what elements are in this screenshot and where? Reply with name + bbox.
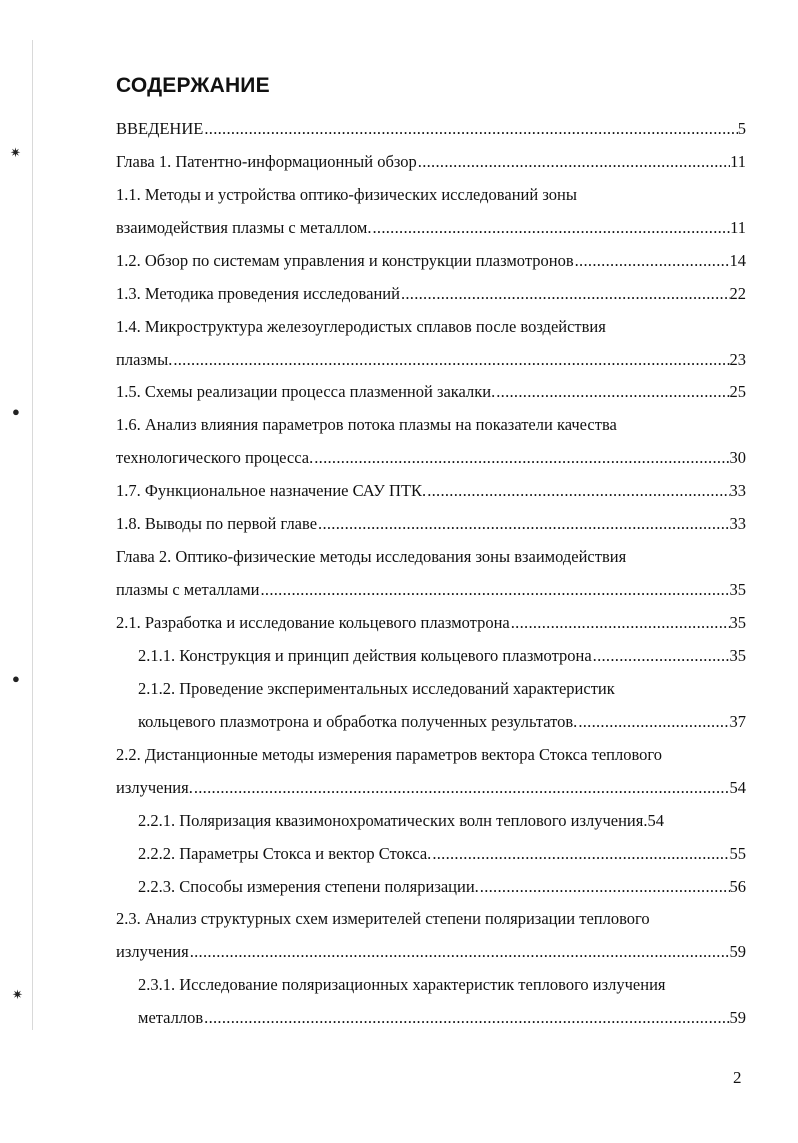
toc-entry[interactable] xyxy=(116,249,746,273)
toc-page: 37 xyxy=(729,712,746,731)
toc-page: 35 xyxy=(729,646,746,665)
toc-entry-text: излучения xyxy=(116,942,189,961)
toc-leader xyxy=(203,117,737,141)
toc-entry-text: 2.1.1. Конструкция и принцип действия кольцевого плазмотрона xyxy=(138,646,592,665)
toc-entry-text: 2.3.1. Исследование поляризационных характеристик теплового излучения xyxy=(138,975,666,994)
toc-entry[interactable] xyxy=(138,1006,746,1030)
toc-page: 54 xyxy=(729,778,746,797)
toc-entry[interactable] xyxy=(116,183,746,207)
toc-page: 35 xyxy=(729,613,746,632)
toc-entry[interactable] xyxy=(138,809,746,833)
toc-leader xyxy=(426,479,729,503)
toc-leader xyxy=(317,512,729,536)
toc-leader xyxy=(479,875,730,899)
toc-entry[interactable] xyxy=(116,907,746,931)
toc-entry-text: ВВЕДЕНИЕ xyxy=(116,119,204,138)
toc-entry-text: плазмы. xyxy=(116,350,173,369)
toc-entry[interactable] xyxy=(116,479,746,503)
toc-leader xyxy=(417,150,730,174)
toc-leader xyxy=(510,611,730,635)
toc-entry[interactable] xyxy=(138,644,746,668)
toc-entry-text: 2.2.3. Способы измерения степени поляризации. xyxy=(138,877,479,896)
toc-entry[interactable] xyxy=(138,842,746,866)
toc-entry-text: 2.2.2. Параметры Стокса и вектор Стокса. xyxy=(138,844,432,863)
toc-entry-text: 2.1. Разработка и исследование кольцевого плазмотрона xyxy=(116,613,510,632)
toc-entry[interactable] xyxy=(116,446,746,470)
toc-leader xyxy=(577,710,729,734)
toc-entry[interactable] xyxy=(116,512,746,536)
toc-entry-text: 1.1. Методы и устройства оптико-физических исследований зоны xyxy=(116,185,577,204)
toc-page: 56 xyxy=(729,877,746,896)
toc-leader xyxy=(400,282,730,306)
toc-page: 59 xyxy=(729,942,746,961)
toc-entry-text: кольцевого плазмотрона и обработка полученных результатов. xyxy=(138,712,578,731)
toc-entry[interactable] xyxy=(116,578,746,602)
toc-entry[interactable] xyxy=(116,348,746,372)
toc-page: 59 xyxy=(729,1008,746,1027)
toc-entry-text: Глава 2. Оптико-физические методы исследования зоны взаимодействия xyxy=(116,547,627,566)
toc-entry[interactable] xyxy=(116,940,746,964)
binding-hole-mark: ✷ xyxy=(12,987,23,1002)
toc-leader xyxy=(189,940,730,964)
toc-page: 54 xyxy=(647,811,664,830)
toc-entry-text: 2.1.2. Проведение экспериментальных исследований характеристик xyxy=(138,679,615,698)
toc-entry[interactable] xyxy=(116,545,746,569)
toc-entry-text: металлов xyxy=(138,1008,204,1027)
toc-page: 22 xyxy=(729,284,746,303)
toc-entry-text: 1.6. Анализ влияния параметров потока плазмы на показатели качества xyxy=(116,415,617,434)
toc-entry-text: взаимодействия плазмы с металлом. xyxy=(116,218,372,237)
toc-entry-text: 2.2. Дистанционные методы измерения параметров вектора Стокса теплового xyxy=(116,745,662,764)
toc-entry-text: 1.5. Схемы реализации процесса плазменной закалки. xyxy=(116,382,496,401)
toc-leader xyxy=(259,578,729,602)
page-number: 2 xyxy=(733,1068,742,1087)
toc-entry-text: 1.4. Микроструктура железоуглеродистых сплавов после воздействия xyxy=(116,317,606,336)
toc-page: 30 xyxy=(729,448,746,467)
toc-leader xyxy=(193,776,730,800)
toc-entry-text: излучения. xyxy=(116,778,193,797)
toc-entry[interactable] xyxy=(116,743,746,767)
toc-entry-text: 1.3. Методика проведения исследований xyxy=(116,284,400,303)
toc-entry-text: 1.8. Выводы по первой главе xyxy=(116,514,318,533)
toc-leader xyxy=(592,644,730,668)
toc-entry[interactable] xyxy=(116,282,746,306)
toc-page: 25 xyxy=(729,382,746,401)
toc-page: 5 xyxy=(737,119,746,138)
toc-entry-text: плазмы с металлами xyxy=(116,580,260,599)
toc-leader xyxy=(574,249,730,273)
toc-page: 11 xyxy=(730,218,746,237)
page-title: СОДЕРЖАНИЕ xyxy=(116,74,270,97)
binding-hole-mark: ● xyxy=(12,404,20,419)
toc-page: 14 xyxy=(729,251,746,270)
toc-page: 23 xyxy=(729,350,746,369)
toc-page: 33 xyxy=(729,481,746,500)
toc-leader xyxy=(172,348,729,372)
toc-entry[interactable] xyxy=(116,776,746,800)
toc-leader xyxy=(203,1006,729,1030)
toc-entry-text: 1.7. Функциональное назначение САУ ПТК. xyxy=(116,481,427,500)
toc-entry-text: 1.2. Обзор по системам управления и конструкции плазмотронов xyxy=(116,251,574,270)
binding-hole-mark: ● xyxy=(12,671,20,686)
toc-page: 33 xyxy=(729,514,746,533)
toc-entry[interactable] xyxy=(138,875,746,899)
toc-entry[interactable] xyxy=(138,710,746,734)
toc-entry[interactable] xyxy=(116,117,746,141)
toc-entry-text: 2.3. Анализ структурных схем измерителей степени поляризации теплового xyxy=(116,909,650,928)
toc-entry[interactable] xyxy=(138,677,746,701)
toc-entry[interactable] xyxy=(138,973,746,997)
toc-entry[interactable] xyxy=(116,150,746,174)
scan-edge-line xyxy=(32,40,33,1030)
toc-entry[interactable] xyxy=(116,380,746,404)
toc-entry-text: 2.2.1. Поляризация квазимонохроматических волн теплового излучения. xyxy=(138,811,648,830)
toc-leader xyxy=(313,446,729,470)
toc-entry[interactable] xyxy=(116,216,746,240)
binding-hole-mark: ✷ xyxy=(10,145,21,160)
toc-entry[interactable] xyxy=(116,315,746,339)
toc-page: 35 xyxy=(729,580,746,599)
toc-leader xyxy=(431,842,729,866)
toc-page: 11 xyxy=(730,152,746,171)
toc-entry[interactable] xyxy=(116,413,746,437)
toc-page: 55 xyxy=(729,844,746,863)
toc-entry[interactable] xyxy=(116,611,746,635)
toc-entry-text: технологического процесса. xyxy=(116,448,314,467)
toc-entry-text: Глава 1. Патентно-информационный обзор xyxy=(116,152,417,171)
toc-leader xyxy=(495,380,729,404)
toc-leader xyxy=(371,216,730,240)
